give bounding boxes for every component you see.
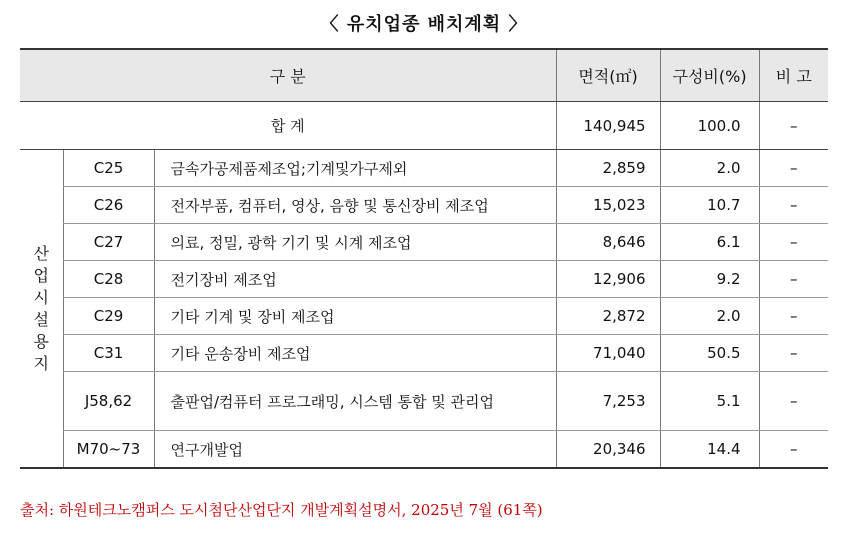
row-note: –: [759, 261, 828, 298]
header-ratio: 구성비(%): [660, 49, 759, 102]
source-citation: 출처: 하원테크노캠퍼스 도시첨단산업단지 개발계획설명서, 2025년 7월 (61쪽): [20, 501, 543, 519]
row-code: M70~73: [63, 431, 154, 469]
row-code: C25: [63, 150, 154, 187]
table-title: 〈 유치업종 배치계획 〉: [320, 14, 528, 35]
table-row: [20, 431, 828, 469]
row-area: 71,040: [556, 335, 660, 372]
total-row: [20, 102, 828, 150]
row-area: 12,906: [556, 261, 660, 298]
row-area: 2,859: [556, 150, 660, 187]
row-name: 전자부품, 컴퓨터, 영상, 음향 및 통신장비 제조업: [154, 187, 556, 224]
row-note: –: [759, 224, 828, 261]
table-row: [20, 261, 828, 298]
row-name: 전기장비 제조업: [154, 261, 556, 298]
row-ratio: 9.2: [660, 261, 759, 298]
row-ratio: 50.5: [660, 335, 759, 372]
header-note: 비 고: [759, 49, 828, 102]
row-name: 연구개발업: [154, 431, 556, 469]
side-label-industrial-land: 산 업 시 설 용 지: [20, 150, 63, 469]
total-area: 140,945: [556, 102, 660, 150]
row-ratio: 14.4: [660, 431, 759, 469]
row-code: C28: [63, 261, 154, 298]
row-area: 7,253: [556, 372, 660, 431]
total-note: –: [759, 102, 828, 150]
table-row: [20, 372, 828, 431]
row-area: 2,872: [556, 298, 660, 335]
table-row: [20, 224, 828, 261]
table-row: [20, 298, 828, 335]
row-name: 의료, 정밀, 광학 기기 및 시계 제조업: [154, 224, 556, 261]
header-area: 면적(㎡): [556, 49, 660, 102]
table-row: [20, 187, 828, 224]
row-code: C27: [63, 224, 154, 261]
row-note: –: [759, 372, 828, 431]
row-code: C31: [63, 335, 154, 372]
total-label: 합 계: [20, 102, 556, 150]
row-note: –: [759, 150, 828, 187]
row-ratio: 2.0: [660, 298, 759, 335]
row-note: –: [759, 298, 828, 335]
row-ratio: 2.0: [660, 150, 759, 187]
row-note: –: [759, 431, 828, 469]
total-ratio: 100.0: [660, 102, 759, 150]
row-name: 금속가공제품제조업;기계및가구제외: [154, 150, 556, 187]
table-row: [20, 335, 828, 372]
table-row: [20, 150, 828, 187]
row-code: C29: [63, 298, 154, 335]
row-area: 8,646: [556, 224, 660, 261]
row-area: 15,023: [556, 187, 660, 224]
row-ratio: 10.7: [660, 187, 759, 224]
industry-allocation-table: [20, 48, 828, 469]
row-area: 20,346: [556, 431, 660, 469]
row-note: –: [759, 335, 828, 372]
row-ratio: 5.1: [660, 372, 759, 431]
row-name: 기타 운송장비 제조업: [154, 335, 556, 372]
row-name: 기타 기계 및 장비 제조업: [154, 298, 556, 335]
row-name: 출판업/컴퓨터 프로그래밍, 시스템 통합 및 관리업: [154, 372, 556, 431]
header-category: 구 분: [20, 49, 556, 102]
row-ratio: 6.1: [660, 224, 759, 261]
row-note: –: [759, 187, 828, 224]
header-row: [20, 49, 828, 102]
row-code: J58,62: [63, 372, 154, 431]
row-code: C26: [63, 187, 154, 224]
